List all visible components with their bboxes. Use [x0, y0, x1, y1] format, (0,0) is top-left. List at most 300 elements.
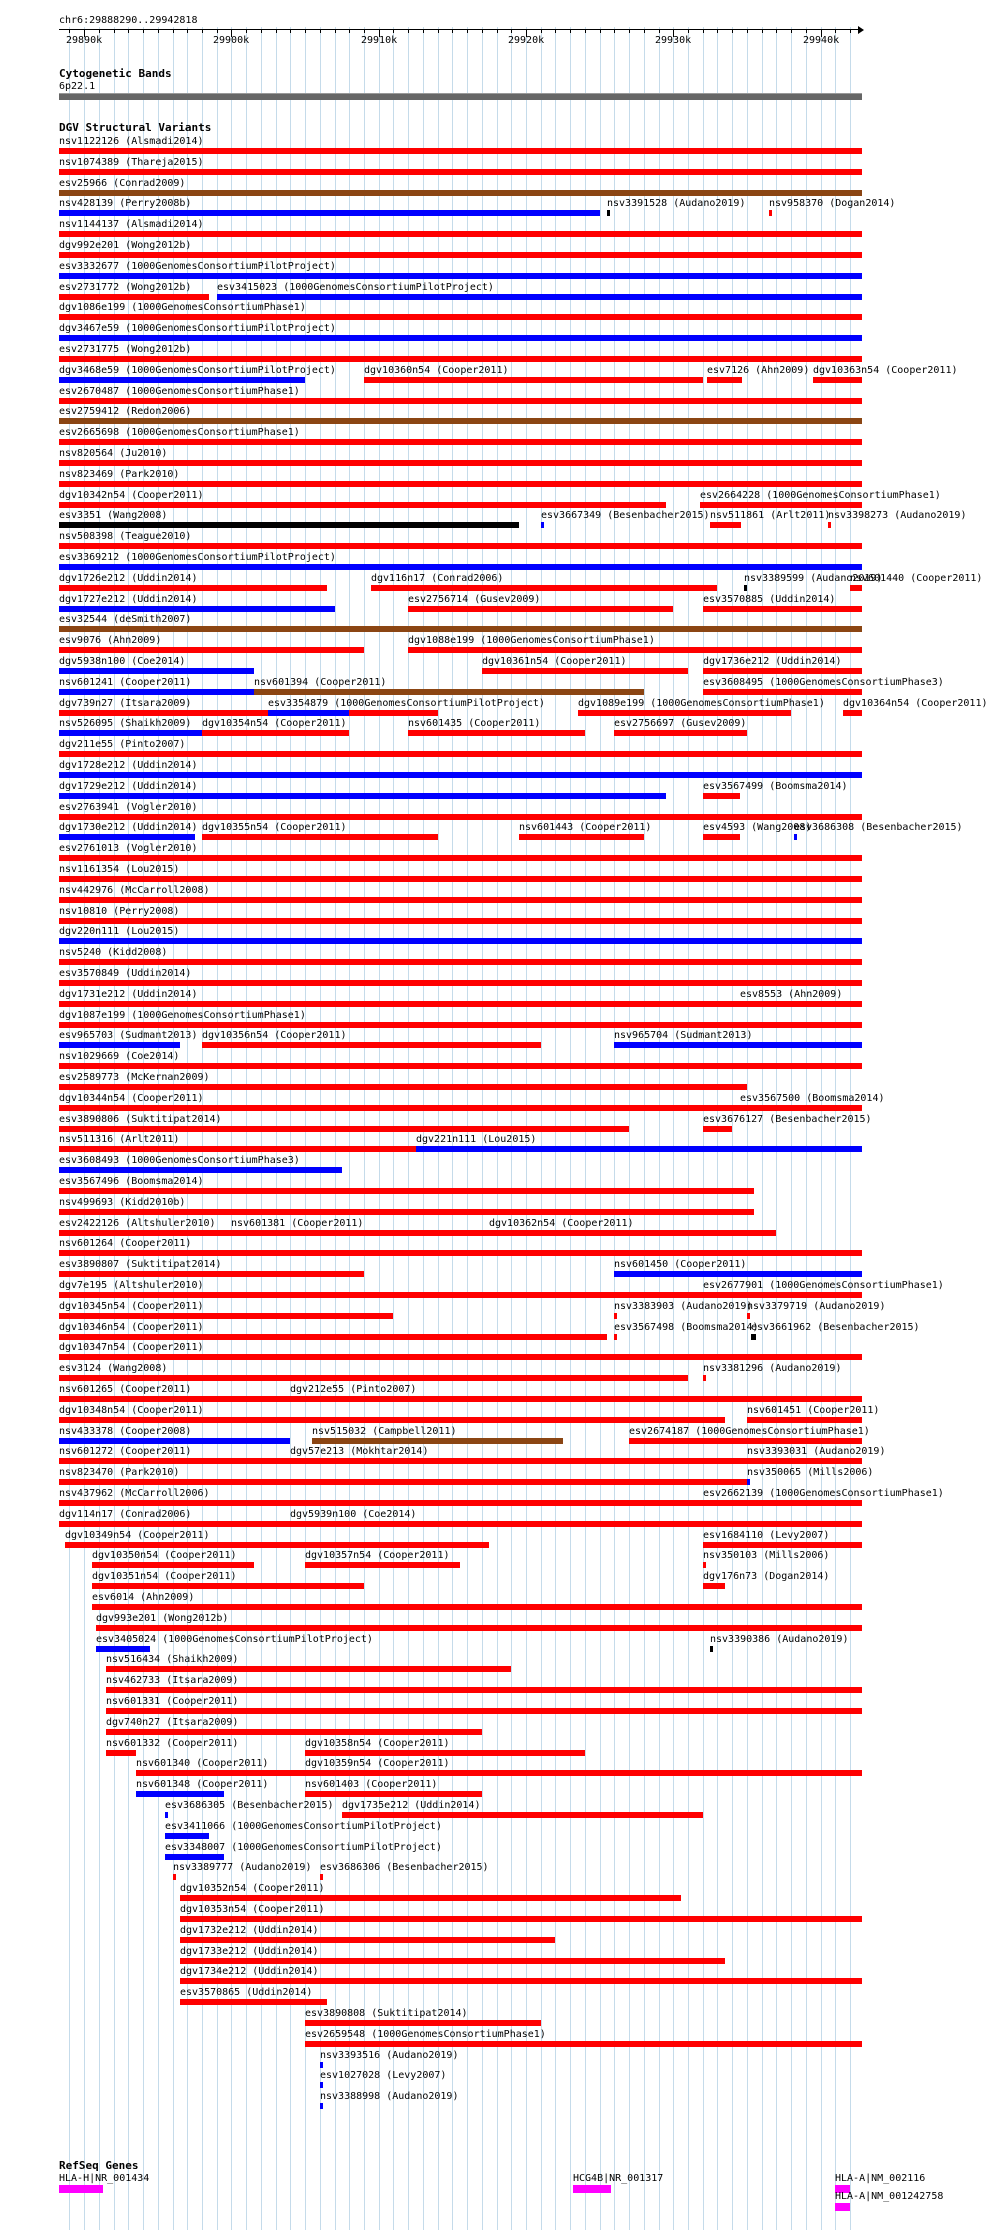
variant-bar[interactable] [59, 918, 862, 924]
variant-bar[interactable] [65, 1542, 489, 1548]
variant-label[interactable]: esv2677901 (1000GenomesConsortiumPhase1) [703, 1280, 944, 1291]
variant-label[interactable]: esv3405024 (1000GenomesConsortiumPilotProject) [96, 1634, 373, 1645]
variant-bar[interactable] [747, 1313, 750, 1319]
variant-label[interactable]: esv2756714 (Gusev2009) [408, 594, 541, 605]
variant-bar[interactable] [703, 689, 862, 695]
variant-bar[interactable] [59, 148, 862, 154]
variant-label[interactable]: dgv992e201 (Wong2012b) [59, 240, 192, 251]
variant-bar[interactable] [59, 418, 862, 424]
variant-label[interactable]: esv965703 (Sudmant2013) [59, 1030, 198, 1041]
variant-label[interactable]: dgv993e201 (Wong2012b) [96, 1613, 229, 1624]
variant-label[interactable]: dgv1736e212 (Uddin2014) [703, 656, 842, 667]
variant-label[interactable]: nsv526095 (Shaikh2009) [59, 718, 192, 729]
variant-bar[interactable] [202, 834, 438, 840]
variant-bar[interactable] [59, 1250, 862, 1256]
variant-label[interactable]: esv3567499 (Boomsma2014) [703, 781, 848, 792]
variant-bar[interactable] [312, 1438, 563, 1444]
variant-bar[interactable] [703, 834, 740, 840]
variant-bar[interactable] [710, 1646, 713, 1652]
variant-bar[interactable] [703, 1562, 706, 1568]
variant-label[interactable]: dgv1732e212 (Uddin2014) [180, 1925, 319, 1936]
variant-bar[interactable] [408, 647, 862, 653]
variant-bar[interactable] [59, 1126, 629, 1132]
variant-label[interactable]: esv3567496 (Boomsma2014) [59, 1176, 204, 1187]
variant-label[interactable]: dgv1730e212 (Uddin2014) [59, 822, 198, 833]
variant-bar[interactable] [59, 1042, 180, 1048]
variant-bar[interactable] [59, 314, 862, 320]
variant-bar[interactable] [305, 2020, 541, 2026]
variant-label[interactable]: dgv10347n54 (Cooper2011) [59, 1342, 204, 1353]
variant-bar[interactable] [173, 1874, 176, 1880]
variant-bar[interactable] [202, 1042, 541, 1048]
variant-label[interactable]: esv3686306 (Besenbacher2015) [320, 1862, 489, 1873]
variant-label[interactable]: dgv1731e212 (Uddin2014) [59, 989, 198, 1000]
variant-bar[interactable] [59, 1313, 393, 1319]
variant-bar[interactable] [106, 1729, 482, 1735]
variant-label[interactable]: esv2659548 (1000GenomesConsortiumPhase1) [305, 2029, 546, 2040]
variant-bar[interactable] [106, 1666, 511, 1672]
variant-bar[interactable] [747, 1479, 750, 1485]
variant-bar[interactable] [578, 710, 791, 716]
variant-label[interactable]: dgv114n17 (Conrad2006) [59, 1509, 192, 1520]
variant-label[interactable]: nsv601394 (Cooper2011) [254, 677, 387, 688]
gene-bar[interactable] [835, 2203, 850, 2211]
variant-bar[interactable] [106, 1708, 862, 1714]
variant-label[interactable]: nsv601332 (Cooper2011) [106, 1738, 239, 1749]
variant-bar[interactable] [519, 834, 644, 840]
variant-bar[interactable] [180, 1916, 862, 1922]
variant-label[interactable]: esv8553 (Ahn2009) [740, 989, 843, 1000]
variant-label[interactable]: dgv1087e199 (1000GenomesConsortiumPhase1) [59, 1010, 306, 1021]
variant-label[interactable]: esv2664228 (1000GenomesConsortiumPhase1) [700, 490, 941, 501]
variant-label[interactable]: dgv10351n54 (Cooper2011) [92, 1571, 237, 1582]
variant-label[interactable]: esv2763941 (Vogler2010) [59, 802, 198, 813]
variant-label[interactable]: esv2665698 (1000GenomesConsortiumPhase1) [59, 427, 300, 438]
variant-bar[interactable] [92, 1604, 862, 1610]
variant-label[interactable]: esv2756697 (Gusev2009) [614, 718, 747, 729]
variant-bar[interactable] [747, 1417, 862, 1423]
variant-bar[interactable] [59, 335, 862, 341]
variant-label[interactable]: esv6014 (Ahn2009) [92, 1592, 195, 1603]
variant-label[interactable]: esv3124 (Wang2008) [59, 1363, 168, 1374]
variant-bar[interactable] [231, 1230, 379, 1236]
gene-label[interactable]: HLA-A|NM_002116 [835, 2173, 926, 2184]
variant-label[interactable]: esv2731775 (Wong2012b) [59, 344, 192, 355]
variant-bar[interactable] [202, 730, 349, 736]
variant-bar[interactable] [268, 710, 349, 716]
variant-bar[interactable] [290, 1458, 862, 1464]
variant-label[interactable]: nsv3381296 (Audano2019) [703, 1363, 842, 1374]
variant-label[interactable]: esv3608495 (1000GenomesConsortiumPhase3) [703, 677, 944, 688]
variant-label[interactable]: dgv10359n54 (Cooper2011) [305, 1758, 450, 1769]
variant-bar[interactable] [92, 1583, 364, 1589]
variant-label[interactable]: esv3570849 (Uddin2014) [59, 968, 192, 979]
variant-label[interactable]: esv32544 (deSmith2007) [59, 614, 192, 625]
variant-bar[interactable] [59, 522, 519, 528]
variant-label[interactable]: nsv10810 (Perry2008) [59, 906, 180, 917]
variant-label[interactable]: dgv1086e199 (1000GenomesConsortiumPhase1) [59, 302, 306, 313]
variant-label[interactable]: esv3676127 (Besenbacher2015) [703, 1114, 872, 1125]
variant-label[interactable]: esv3354879 (1000GenomesConsortiumPilotProject) [268, 698, 545, 709]
variant-bar[interactable] [59, 460, 862, 466]
variant-bar[interactable] [59, 1479, 747, 1485]
variant-label[interactable]: nsv515032 (Campbell2011) [312, 1426, 457, 1437]
variant-bar[interactable] [541, 522, 544, 528]
variant-label[interactable]: dgv1729e212 (Uddin2014) [59, 781, 198, 792]
variant-bar[interactable] [59, 1209, 754, 1215]
variant-label[interactable]: nsv958370 (Dogan2014) [769, 198, 896, 209]
variant-bar[interactable] [59, 1438, 290, 1444]
variant-bar[interactable] [614, 1042, 862, 1048]
variant-label[interactable]: esv25966 (Conrad2009) [59, 178, 186, 189]
variant-bar[interactable] [769, 210, 772, 216]
variant-label[interactable]: esv3570885 (Uddin2014) [703, 594, 836, 605]
variant-label[interactable]: dgv10363n54 (Cooper2011) [813, 365, 958, 376]
variant-bar[interactable] [305, 1791, 482, 1797]
variant-label[interactable]: esv2674187 (1000GenomesConsortiumPhase1) [629, 1426, 870, 1437]
variant-label[interactable]: dgv10356n54 (Cooper2011) [202, 1030, 347, 1041]
variant-label[interactable]: nsv511316 (Arlt2011) [59, 1134, 180, 1145]
variant-bar[interactable] [59, 1022, 862, 1028]
variant-bar[interactable] [59, 543, 862, 549]
variant-label[interactable]: dgv10342n54 (Cooper2011) [59, 490, 204, 501]
variant-bar[interactable] [320, 1874, 323, 1880]
variant-bar[interactable] [59, 793, 666, 799]
variant-bar[interactable] [607, 210, 610, 216]
variant-label[interactable]: nsv601381 (Cooper2011) [231, 1218, 364, 1229]
variant-label[interactable]: dgv116n17 (Conrad2006) [371, 573, 504, 584]
variant-label[interactable]: dgv10361n54 (Cooper2011) [482, 656, 627, 667]
variant-bar[interactable] [180, 1978, 862, 1984]
variant-bar[interactable] [165, 1833, 209, 1839]
variant-label[interactable]: nsv601450 (Cooper2011) [614, 1259, 747, 1270]
variant-bar[interactable] [59, 772, 862, 778]
variant-bar[interactable] [59, 1188, 754, 1194]
variant-bar[interactable] [59, 169, 862, 175]
variant-bar[interactable] [165, 1854, 224, 1860]
variant-label[interactable]: dgv1728e212 (Uddin2014) [59, 760, 198, 771]
variant-bar[interactable] [408, 730, 585, 736]
variant-label[interactable]: dgv5939n100 (Coe2014) [290, 1509, 417, 1520]
variant-label[interactable]: dgv10350n54 (Cooper2011) [92, 1550, 237, 1561]
variant-bar[interactable] [614, 730, 747, 736]
variant-bar[interactable] [703, 1542, 862, 1548]
variant-label[interactable]: esv3351 (Wang2008) [59, 510, 168, 521]
variant-label[interactable]: nsv1161354 (Lou2015) [59, 864, 180, 875]
variant-label[interactable]: nsv601265 (Cooper2011) [59, 1384, 192, 1395]
variant-label[interactable]: dgv220n111 (Lou2015) [59, 926, 180, 937]
variant-label[interactable]: dgv10346n54 (Cooper2011) [59, 1322, 204, 1333]
variant-bar[interactable] [59, 647, 364, 653]
variant-bar[interactable] [305, 1562, 460, 1568]
variant-label[interactable]: esv1027028 (Levy2007) [320, 2070, 447, 2081]
gene-bar[interactable] [59, 2185, 103, 2193]
variant-label[interactable]: esv2761013 (Vogler2010) [59, 843, 198, 854]
variant-label[interactable]: nsv601443 (Cooper2011) [519, 822, 652, 833]
variant-bar[interactable] [707, 377, 742, 383]
variant-label[interactable]: nsv428139 (Perry2008b) [59, 198, 192, 209]
variant-label[interactable]: nsv1074389 (Thareja2015) [59, 157, 204, 168]
variant-bar[interactable] [408, 606, 673, 612]
variant-bar[interactable] [703, 1583, 725, 1589]
variant-label[interactable]: nsv3389777 (Audano2019) [173, 1862, 312, 1873]
variant-label[interactable]: esv3570865 (Uddin2014) [180, 1987, 313, 1998]
variant-bar[interactable] [59, 1167, 342, 1173]
variant-bar[interactable] [59, 231, 862, 237]
variant-bar[interactable] [59, 876, 862, 882]
variant-bar[interactable] [320, 2082, 323, 2088]
variant-bar[interactable] [106, 1750, 136, 1756]
variant-label[interactable]: dgv10344n54 (Cooper2011) [59, 1093, 204, 1104]
variant-label[interactable]: nsv820564 (Ju2010) [59, 448, 168, 459]
variant-bar[interactable] [59, 814, 862, 820]
variant-label[interactable]: nsv3390386 (Audano2019) [710, 1634, 849, 1645]
variant-label[interactable]: nsv601241 (Cooper2011) [59, 677, 192, 688]
variant-label[interactable]: esv3567500 (Boomsma2014) [740, 1093, 885, 1104]
variant-bar[interactable] [740, 1105, 862, 1111]
variant-bar[interactable] [59, 273, 862, 279]
variant-label[interactable]: dgv212e55 (Pinto2007) [290, 1384, 417, 1395]
variant-bar[interactable] [703, 1500, 862, 1506]
variant-label[interactable]: nsv433378 (Cooper2008) [59, 1426, 192, 1437]
variant-bar[interactable] [59, 730, 202, 736]
variant-bar[interactable] [744, 585, 747, 591]
variant-bar[interactable] [59, 585, 327, 591]
variant-bar[interactable] [482, 668, 688, 674]
variant-label[interactable]: nsv508398 (Teague2010) [59, 531, 192, 542]
gene-label[interactable]: HLA-A|NM_001242758 [835, 2191, 944, 2202]
variant-label[interactable]: nsv1122126 (Alsmadi2014) [59, 136, 204, 147]
variant-bar[interactable] [710, 522, 741, 528]
variant-bar[interactable] [828, 522, 831, 528]
variant-label[interactable]: nsv601272 (Cooper2011) [59, 1446, 192, 1457]
variant-label[interactable]: esv2731772 (Wong2012b) [59, 282, 192, 293]
variant-label[interactable]: dgv1088e199 (1000GenomesConsortiumPhase1) [408, 635, 655, 646]
variant-bar[interactable] [59, 439, 862, 445]
variant-bar[interactable] [254, 689, 644, 695]
variant-label[interactable]: dgv10357n54 (Cooper2011) [305, 1550, 450, 1561]
variant-label[interactable]: esv3369212 (1000GenomesConsortiumPilotProject) [59, 552, 336, 563]
variant-label[interactable]: dgv10354n54 (Cooper2011) [202, 718, 347, 729]
variant-label[interactable]: esv3686308 (Besenbacher2015) [794, 822, 963, 833]
gene-label[interactable]: HCG4B|NR_001317 [573, 2173, 664, 2184]
variant-bar[interactable] [59, 1375, 688, 1381]
variant-bar[interactable] [489, 1230, 776, 1236]
variant-label[interactable]: nsv3388998 (Audano2019) [320, 2091, 459, 2102]
variant-label[interactable]: nsv3389599 (Audano2019) [744, 573, 883, 584]
variant-label[interactable]: nsv3391528 (Audano2019) [607, 198, 746, 209]
variant-label[interactable]: esv3667349 (Besenbacher2015) [541, 510, 710, 521]
variant-label[interactable]: nsv601340 (Cooper2011) [136, 1758, 269, 1769]
variant-bar[interactable] [290, 1396, 862, 1402]
variant-bar[interactable] [703, 606, 862, 612]
variant-bar[interactable] [59, 710, 438, 716]
variant-label[interactable]: esv4593 (Wang2008) [703, 822, 812, 833]
variant-bar[interactable] [59, 897, 862, 903]
variant-label[interactable]: nsv3393031 (Audano2019) [747, 1446, 886, 1457]
variant-bar[interactable] [59, 626, 862, 632]
variant-label[interactable]: dgv10360n54 (Cooper2011) [364, 365, 509, 376]
variant-bar[interactable] [96, 1646, 150, 1652]
variant-label[interactable]: dgv1089e199 (1000GenomesConsortiumPhase1) [578, 698, 825, 709]
variant-label[interactable]: dgv57e213 (Mokhtar2014) [290, 1446, 429, 1457]
variant-label[interactable]: dgv740n27 (Itsara2009) [106, 1717, 239, 1728]
variant-label[interactable]: dgv1733e212 (Uddin2014) [180, 1946, 319, 1957]
variant-label[interactable]: nsv1029669 (Coe2014) [59, 1051, 180, 1062]
variant-label[interactable]: dgv10349n54 (Cooper2011) [65, 1530, 210, 1541]
variant-label[interactable]: dgv1727e212 (Uddin2014) [59, 594, 198, 605]
variant-bar[interactable] [59, 502, 666, 508]
variant-label[interactable]: esv3415023 (1000GenomesConsortiumPilotProject) [217, 282, 494, 293]
variant-label[interactable]: nsv823469 (Park2010) [59, 469, 180, 480]
variant-label[interactable]: dgv1735e212 (Uddin2014) [342, 1800, 481, 1811]
variant-label[interactable]: dgv10352n54 (Cooper2011) [180, 1883, 325, 1894]
variant-bar[interactable] [59, 564, 862, 570]
variant-bar[interactable] [371, 585, 717, 591]
variant-label[interactable]: esv9076 (Ahn2009) [59, 635, 162, 646]
variant-bar[interactable] [320, 2103, 323, 2109]
variant-label[interactable]: nsv1144137 (Alsmadi2014) [59, 219, 204, 230]
variant-bar[interactable] [59, 855, 862, 861]
variant-label[interactable]: nsv516434 (Shaikh2009) [106, 1654, 239, 1665]
variant-bar[interactable] [59, 481, 862, 487]
gene-bar[interactable] [573, 2185, 611, 2193]
variant-bar[interactable] [59, 210, 600, 216]
variant-label[interactable]: dgv5938n100 (Coe2014) [59, 656, 186, 667]
variant-label[interactable]: nsv3398273 (Audano2019) [828, 510, 967, 521]
variant-label[interactable]: dgv739n27 (Itsara2009) [59, 698, 192, 709]
variant-label[interactable]: dgv10358n54 (Cooper2011) [305, 1738, 450, 1749]
variant-bar[interactable] [305, 1750, 585, 1756]
variant-bar[interactable] [217, 294, 862, 300]
variant-bar[interactable] [59, 959, 862, 965]
variant-bar[interactable] [703, 1126, 732, 1132]
gene-label[interactable]: HLA-H|NR_001434 [59, 2173, 150, 2184]
variant-bar[interactable] [59, 398, 862, 404]
variant-label[interactable]: esv3890808 (Suktitipat2014) [305, 2008, 468, 2019]
variant-bar[interactable] [59, 356, 862, 362]
variant-label[interactable]: nsv601264 (Cooper2011) [59, 1238, 192, 1249]
variant-label[interactable]: esv3890806 (Suktitipat2014) [59, 1114, 222, 1125]
variant-label[interactable]: nsv3393516 (Audano2019) [320, 2050, 459, 2061]
variant-bar[interactable] [59, 1417, 725, 1423]
variant-label[interactable]: nsv5240 (Kidd2008) [59, 947, 168, 958]
variant-bar[interactable] [305, 2041, 862, 2047]
variant-bar[interactable] [59, 252, 862, 258]
variant-label[interactable]: dgv10345n54 (Cooper2011) [59, 1301, 204, 1312]
variant-label[interactable]: esv2662139 (1000GenomesConsortiumPhase1) [703, 1488, 944, 1499]
variant-bar[interactable] [106, 1687, 862, 1693]
variant-bar[interactable] [305, 1770, 703, 1776]
variant-label[interactable]: dgv10362n54 (Cooper2011) [489, 1218, 634, 1229]
variant-label[interactable]: nsv601403 (Cooper2011) [305, 1779, 438, 1790]
variant-bar[interactable] [416, 1146, 862, 1152]
variant-label[interactable]: dgv1734e212 (Uddin2014) [180, 1966, 319, 1977]
variant-label[interactable]: nsv601348 (Cooper2011) [136, 1779, 269, 1790]
variant-bar[interactable] [614, 1271, 862, 1277]
variant-bar[interactable] [320, 2062, 323, 2068]
variant-bar[interactable] [59, 751, 862, 757]
variant-label[interactable]: esv7126 (Ahn2009) [707, 365, 810, 376]
variant-bar[interactable] [843, 710, 862, 716]
variant-label[interactable]: esv3332677 (1000GenomesConsortiumPilotProject) [59, 261, 336, 272]
variant-label[interactable]: nsv965704 (Sudmant2013) [614, 1030, 753, 1041]
variant-bar[interactable] [59, 1271, 364, 1277]
variant-bar[interactable] [290, 1521, 862, 1527]
variant-bar[interactable] [700, 502, 862, 508]
variant-bar[interactable] [703, 793, 740, 799]
variant-label[interactable]: esv2589773 (McKernan2009) [59, 1072, 210, 1083]
variant-bar[interactable] [629, 1438, 862, 1444]
variant-label[interactable]: nsv601331 (Cooper2011) [106, 1696, 239, 1707]
variant-bar[interactable] [747, 1458, 750, 1464]
variant-label[interactable]: nsv350103 (Mills2006) [703, 1550, 830, 1561]
variant-label[interactable]: dgv211e55 (Pinto2007) [59, 739, 186, 750]
variant-bar[interactable] [364, 377, 703, 383]
variant-bar[interactable] [59, 1354, 862, 1360]
variant-bar[interactable] [850, 585, 862, 591]
variant-bar[interactable] [180, 1958, 725, 1964]
variant-bar[interactable] [59, 1084, 747, 1090]
variant-label[interactable]: nsv601451 (Cooper2011) [747, 1405, 880, 1416]
variant-bar[interactable] [342, 1812, 703, 1818]
variant-bar[interactable] [180, 1937, 555, 1943]
variant-label[interactable]: esv2670487 (1000GenomesConsortiumPhase1) [59, 386, 300, 397]
variant-label[interactable]: esv3608493 (1000GenomesConsortiumPhase3) [59, 1155, 300, 1166]
variant-bar[interactable] [59, 1334, 607, 1340]
variant-label[interactable]: esv3567498 (Boomsma2014) [614, 1322, 759, 1333]
variant-label[interactable]: nsv601435 (Cooper2011) [408, 718, 541, 729]
variant-bar[interactable] [180, 1895, 681, 1901]
variant-label[interactable]: nsv442976 (McCarroll2008) [59, 885, 210, 896]
variant-label[interactable]: esv3661962 (Besenbacher2015) [751, 1322, 920, 1333]
variant-label[interactable]: esv3890807 (Suktitipat2014) [59, 1259, 222, 1270]
variant-bar[interactable] [92, 1562, 254, 1568]
variant-label[interactable]: nsv3379719 (Audano2019) [747, 1301, 886, 1312]
variant-label[interactable]: esv3411066 (1000GenomesConsortiumPilotProject) [165, 1821, 442, 1832]
variant-label[interactable]: dgv1726e212 (Uddin2014) [59, 573, 198, 584]
variant-label[interactable]: nsv3383903 (Audano2019) [614, 1301, 753, 1312]
variant-label[interactable]: esv2759412 (Redon2006) [59, 406, 192, 417]
variant-label[interactable]: dgv3468e59 (1000GenomesConsortiumPilotProject) [59, 365, 336, 376]
variant-bar[interactable] [59, 377, 305, 383]
variant-bar[interactable] [59, 668, 254, 674]
variant-label[interactable]: dgv221n111 (Lou2015) [416, 1134, 537, 1145]
variant-label[interactable]: nsv437962 (McCarroll2006) [59, 1488, 210, 1499]
variant-label[interactable]: dgv10355n54 (Cooper2011) [202, 822, 347, 833]
variant-label[interactable]: esv2422126 (Altshuler2010) [59, 1218, 216, 1229]
variant-label[interactable]: nsv511861 (Arlt2011) [710, 510, 831, 521]
variant-label[interactable]: nsv350065 (Mills2006) [747, 1467, 874, 1478]
variant-bar[interactable] [165, 1812, 168, 1818]
variant-label[interactable]: dgv7e195 (Altshuler2010) [59, 1280, 204, 1291]
variant-label[interactable]: dgv3467e59 (1000GenomesConsortiumPilotProject) [59, 323, 336, 334]
variant-bar[interactable] [740, 1001, 862, 1007]
variant-bar[interactable] [703, 668, 862, 674]
variant-label[interactable]: dgv10348n54 (Cooper2011) [59, 1405, 204, 1416]
variant-bar[interactable] [96, 1625, 862, 1631]
variant-label[interactable]: nsv499693 (Kidd2010b) [59, 1197, 186, 1208]
variant-bar[interactable] [813, 377, 862, 383]
variant-bar[interactable] [59, 606, 335, 612]
variant-bar[interactable] [794, 834, 797, 840]
variant-bar[interactable] [59, 294, 209, 300]
variant-bar[interactable] [59, 1063, 862, 1069]
variant-label[interactable]: nsv462733 (Itsara2009) [106, 1675, 239, 1686]
variant-label[interactable]: esv1684110 (Levy2007) [703, 1530, 830, 1541]
variant-bar[interactable] [59, 834, 195, 840]
variant-bar[interactable] [59, 980, 862, 986]
